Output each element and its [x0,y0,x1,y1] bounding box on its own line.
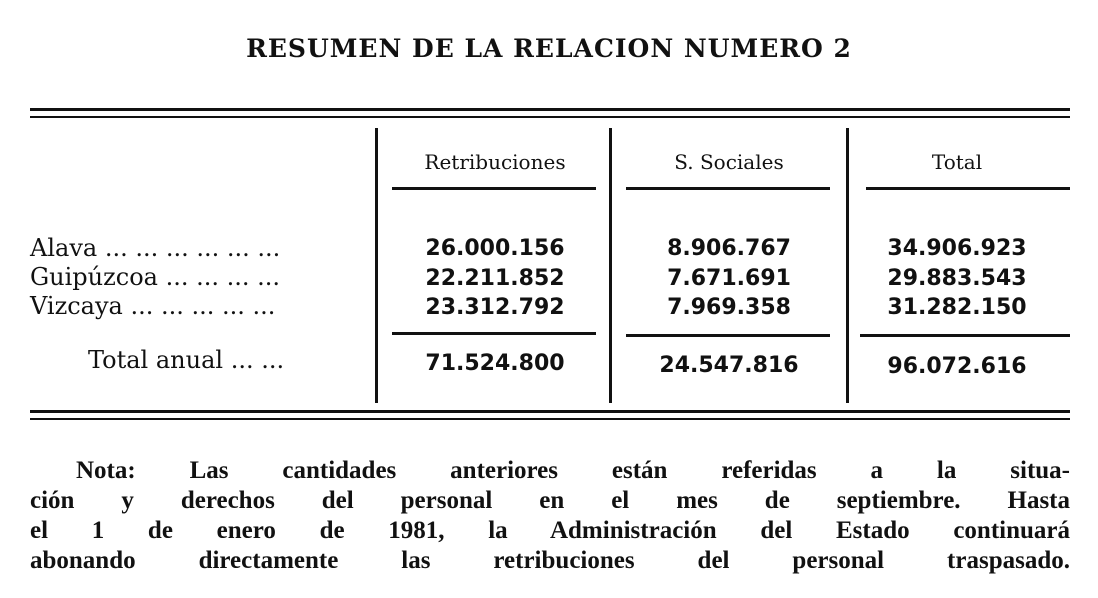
row-label-alava: Alava ... ... ... ... ... ... [30,234,281,262]
note-line: Nota: Las cantidades anteriores están referidas a la situa- [76,457,1070,484]
cell-alava-sociales: 8.906.767 [667,236,791,261]
cell-guipuzcoa-sociales: 7.671.691 [667,266,791,291]
cell-total-sociales: 24.547.816 [659,353,799,378]
subtotal-rule [626,334,830,337]
cell-alava-retribuciones: 26.000.156 [425,236,565,261]
header-rule [392,187,596,190]
cell-total-total: 96.072.616 [887,354,1027,379]
note-paragraph [30,456,1070,576]
cell-guipuzcoa-total: 29.883.543 [887,266,1027,291]
cell-total-retribuciones: 71.524.800 [425,351,565,376]
cell-vizcaya-sociales: 7.969.358 [667,295,791,320]
cell-vizcaya-total: 31.282.150 [887,295,1027,320]
header-rule [626,187,830,190]
subtotal-rule [860,334,1070,337]
column-divider [609,128,612,403]
column-header-total: Total [931,150,983,174]
cell-alava-total: 34.906.923 [887,236,1027,261]
page-title: RESUMEN DE LA RELACION NUMERO 2 [246,34,852,63]
column-divider [375,128,378,403]
column-header-retribuciones: Retribuciones [424,150,566,174]
row-label-vizcaya: Vizcaya ... ... ... ... ... [30,292,276,320]
row-label-total-anual: Total anual ... ... [88,346,285,374]
cell-vizcaya-retribuciones: 23.312.792 [425,295,565,320]
note-line: abonando directamente las retribuciones del personal traspasado. [30,547,1070,574]
bottom-double-rule [30,410,1070,420]
column-divider [846,128,849,403]
subtotal-rule [392,332,596,335]
note-line: ción y derechos del personal en el mes de septiembre. Hasta [30,487,1070,514]
row-label-guipuzcoa: Guipúzcoa ... ... ... ... [30,263,281,291]
top-double-rule [30,108,1070,118]
column-header-sociales: S. Sociales [674,150,784,174]
note-line: el 1 de enero de 1981, la Administración del Estado continuará [30,517,1070,544]
header-rule [866,187,1070,190]
cell-guipuzcoa-retribuciones: 22.211.852 [425,266,565,291]
